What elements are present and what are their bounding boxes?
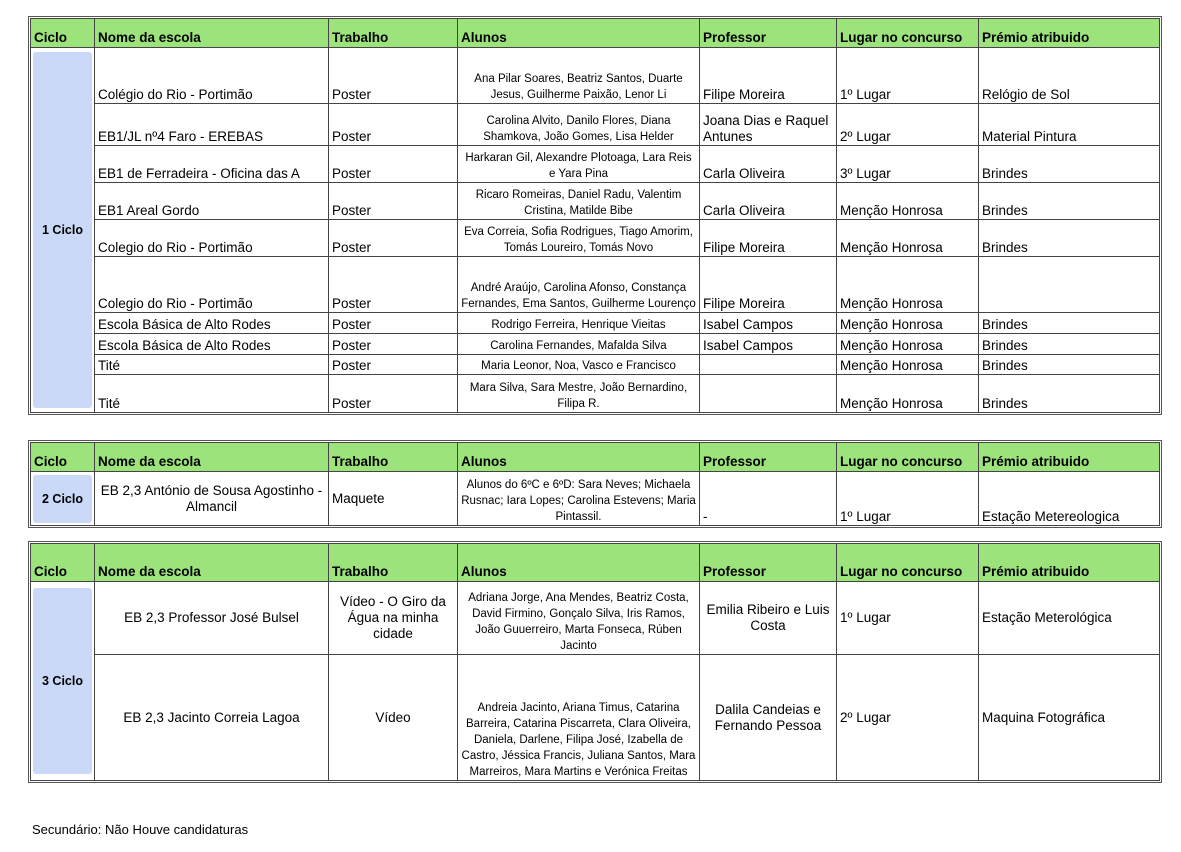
table-row xyxy=(31,355,1160,375)
header-trabalho: Trabalho xyxy=(329,544,458,582)
teacher: Isabel Campos xyxy=(700,313,837,334)
work-type: Poster xyxy=(329,313,458,334)
work-type: Poster xyxy=(329,48,458,104)
teacher xyxy=(700,355,837,375)
prize: Maquina Fotográfica xyxy=(979,655,1160,781)
school-name: Tité xyxy=(95,375,329,413)
header-ciclo: Ciclo xyxy=(31,19,95,48)
place: Menção Honrosa xyxy=(837,220,979,257)
header-trabalho: Trabalho xyxy=(329,443,458,472)
work-type: Poster xyxy=(329,257,458,313)
prize: Material Pintura xyxy=(979,104,1160,146)
place: Menção Honrosa xyxy=(837,334,979,355)
students: Ricaro Romeiras, Daniel Radu, Valentim Cristina, Matilde Bibe xyxy=(458,183,700,220)
table-row xyxy=(31,655,1160,781)
table-row xyxy=(31,313,1160,334)
cycle-label: 3 Ciclo xyxy=(33,588,92,774)
prize: Brindes xyxy=(979,146,1160,183)
header-premio: Prémio atribuido xyxy=(979,544,1160,582)
school-name: Colegio do Rio - Portimão xyxy=(95,220,329,257)
prize: Brindes xyxy=(979,220,1160,257)
table-row xyxy=(31,582,1160,655)
students: Maria Leonor, Noa, Vasco e Francisco xyxy=(458,355,700,375)
table-row xyxy=(31,48,1160,104)
students: Carolina Fernandes, Mafalda Silva xyxy=(458,334,700,355)
table-1-ciclo xyxy=(28,16,1162,415)
students: Rodrigo Ferreira, Henrique Vieitas xyxy=(458,313,700,334)
school-name: Tité xyxy=(95,355,329,375)
work-type: Poster xyxy=(329,104,458,146)
teacher: Carla Oliveira xyxy=(700,183,837,220)
table-header-row xyxy=(31,19,1160,48)
table-row xyxy=(31,334,1160,355)
work-type: Poster xyxy=(329,183,458,220)
work-type: Poster xyxy=(329,375,458,413)
teacher: Isabel Campos xyxy=(700,334,837,355)
prize: Relógio de Sol xyxy=(979,48,1160,104)
place: Menção Honrosa xyxy=(837,375,979,413)
place: Menção Honrosa xyxy=(837,183,979,220)
header-premio: Prémio atribuido xyxy=(979,19,1160,48)
school-name: Colegio do Rio - Portimão xyxy=(95,257,329,313)
table-3-ciclo xyxy=(28,541,1162,783)
header-professor: Professor xyxy=(700,19,837,48)
table-row xyxy=(31,183,1160,220)
place: Menção Honrosa xyxy=(837,257,979,313)
students: André Araújo, Carolina Afonso, Constança Fernandes, Ema Santos, Guilherme Lourenço xyxy=(458,257,700,313)
work-type: Vídeo xyxy=(329,655,458,781)
teacher: Filipe Moreira xyxy=(700,220,837,257)
place: Menção Honrosa xyxy=(837,355,979,375)
table-header-row xyxy=(31,443,1160,472)
table-row xyxy=(31,472,1160,526)
school-name: EB1/JL nº4 Faro - EREBAS xyxy=(95,104,329,146)
work-type: Poster xyxy=(329,146,458,183)
prize: Estação Metereologica xyxy=(979,472,1160,526)
teacher: Emilia Ribeiro e Luis Costa xyxy=(700,582,837,655)
place: 2º Lugar xyxy=(837,655,979,781)
prize: Brindes xyxy=(979,334,1160,355)
students: Harkaran Gil, Alexandre Plotoaga, Lara Reis e Yara Pina xyxy=(458,146,700,183)
cycle-cell xyxy=(31,48,95,413)
header-lugar: Lugar no concurso xyxy=(837,544,979,582)
teacher: Dalila Candeias e Fernando Pessoa xyxy=(700,655,837,781)
table-row xyxy=(31,104,1160,146)
header-lugar: Lugar no concurso xyxy=(837,19,979,48)
cycle-label: 2 Ciclo xyxy=(33,475,92,523)
teacher: Filipe Moreira xyxy=(700,48,837,104)
prize: Brindes xyxy=(979,355,1160,375)
header-trabalho: Trabalho xyxy=(329,19,458,48)
work-type: Maquete xyxy=(329,472,458,526)
students: Alunos do 6ºC e 6ºD: Sara Neves; Michaela Rusnac; Iara Lopes; Carolina Estevens; Maria Pintassil. xyxy=(458,472,700,526)
school-name: Escola Básica de Alto Rodes xyxy=(95,334,329,355)
students: Eva Correia, Sofia Rodrigues, Tiago Amorim, Tomás Loureiro, Tomás Novo xyxy=(458,220,700,257)
cycle-cell xyxy=(31,582,95,781)
work-type: Poster xyxy=(329,334,458,355)
place: Menção Honrosa xyxy=(837,313,979,334)
work-type: Poster xyxy=(329,355,458,375)
school-name: EB 2,3 Jacinto Correia Lagoa xyxy=(95,655,329,781)
school-name: EB 2,3 António de Sousa Agostinho - Almancil xyxy=(95,472,329,526)
teacher: - xyxy=(700,472,837,526)
work-type: Vídeo - O Giro da Água na minha cidade xyxy=(329,582,458,655)
teacher xyxy=(700,375,837,413)
prize: Brindes xyxy=(979,375,1160,413)
place: 1º Lugar xyxy=(837,48,979,104)
school-name: EB1 Areal Gordo xyxy=(95,183,329,220)
place: 1º Lugar xyxy=(837,582,979,655)
school-name: EB 2,3 Professor José Bulsel xyxy=(95,582,329,655)
header-premio: Prémio atribuido xyxy=(979,443,1160,472)
table-row xyxy=(31,375,1160,413)
table-2-ciclo xyxy=(28,440,1162,528)
header-lugar: Lugar no concurso xyxy=(837,443,979,472)
header-escola: Nome da escola xyxy=(95,19,329,48)
header-professor: Professor xyxy=(700,544,837,582)
school-name: Escola Básica de Alto Rodes xyxy=(95,313,329,334)
header-alunos: Alunos xyxy=(458,19,700,48)
work-type: Poster xyxy=(329,220,458,257)
students: Mara Silva, Sara Mestre, João Bernardino, Filipa R. xyxy=(458,375,700,413)
prize: Brindes xyxy=(979,183,1160,220)
prize: Brindes xyxy=(979,313,1160,334)
teacher: Joana Dias e Raquel Antunes xyxy=(700,104,837,146)
place: 3º Lugar xyxy=(837,146,979,183)
students: Andreia Jacinto, Ariana Timus, Catarina Barreira, Catarina Piscarreta, Clara Oliveira, Daniela, Darlene, Filipa José, Izabella de Castro, Jéssica Francis, Juliana Santos, Mara Marreiros, Mara Martins e Verónica Freitas xyxy=(458,655,700,781)
header-escola: Nome da escola xyxy=(95,443,329,472)
table-header-row xyxy=(31,544,1160,582)
students: Adriana Jorge, Ana Mendes, Beatriz Costa, David Firmino, Gonçalo Silva, Iris Ramos, João Guuerreiro, Marta Fonseca, Rúben Jacinto xyxy=(458,582,700,655)
header-professor: Professor xyxy=(700,443,837,472)
students: Carolina Alvito, Danilo Flores, Diana Shamkova, João Gomes, Lisa Helder xyxy=(458,104,700,146)
school-name: EB1 de Ferradeira - Oficina das A xyxy=(95,146,329,183)
students: Ana Pilar Soares, Beatriz Santos, Duarte Jesus, Guilherme Paixão, Lenor Li xyxy=(458,48,700,104)
prize: Estação Meterológica xyxy=(979,582,1160,655)
header-escola: Nome da escola xyxy=(95,544,329,582)
teacher: Carla Oliveira xyxy=(700,146,837,183)
header-alunos: Alunos xyxy=(458,443,700,472)
teacher: Filipe Moreira xyxy=(700,257,837,313)
footer-note: Secundário: Não Houve candidaturas xyxy=(32,822,249,837)
header-ciclo: Ciclo xyxy=(31,544,95,582)
place: 1º Lugar xyxy=(837,472,979,526)
cycle-cell xyxy=(31,472,95,526)
table-row xyxy=(31,220,1160,257)
prize xyxy=(979,257,1160,313)
table-row xyxy=(31,257,1160,313)
place: 2º Lugar xyxy=(837,104,979,146)
cycle-label: 1 Ciclo xyxy=(33,52,92,408)
header-alunos: Alunos xyxy=(458,544,700,582)
header-ciclo: Ciclo xyxy=(31,443,95,472)
table-row xyxy=(31,146,1160,183)
school-name: Colégio do Rio - Portimão xyxy=(95,48,329,104)
